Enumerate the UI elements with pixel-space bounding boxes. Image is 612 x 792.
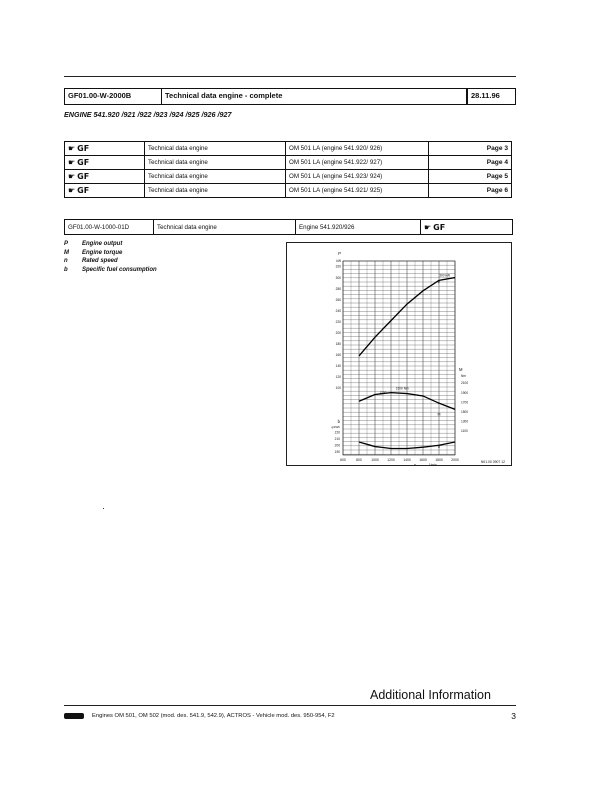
m-tick-label: 1700 <box>461 400 469 405</box>
p-tick-label: 140 <box>335 364 341 369</box>
b-tick-label: 220 <box>334 430 340 435</box>
x-axis-unit: 1/min <box>428 463 437 465</box>
m-tick-label: 1300 <box>461 419 469 424</box>
annotation-label: 300 kW <box>439 273 451 278</box>
series-label: b <box>438 445 440 449</box>
row-page-link[interactable]: Page 4 <box>429 156 512 170</box>
p-tick-label: 180 <box>335 342 341 347</box>
legend-symbol: n <box>64 258 68 265</box>
gf-link[interactable]: ☛ GF <box>65 170 145 184</box>
b-tick-label: 210 <box>334 436 340 441</box>
x-tick-label: 800 <box>356 458 362 462</box>
row-page-link[interactable]: Page 3 <box>429 142 512 156</box>
legend-text: Engine output <box>82 241 123 248</box>
legend-symbol: M <box>64 249 69 256</box>
doc-title: Technical data engine - complete <box>162 89 467 104</box>
row-model: OM 501 LA (engine 541.923/ 924) <box>286 170 429 184</box>
legend-item <box>64 240 157 249</box>
legend <box>64 240 157 274</box>
legend-symbol: b <box>64 266 68 273</box>
row-model: OM 501 LA (engine 541.922/ 927) <box>286 156 429 170</box>
row-description: Technical data engine <box>145 156 286 170</box>
b-tick-label: 190 <box>334 449 340 454</box>
p-tick-label: 260 <box>335 297 341 302</box>
b-axis-unit: g/kWh <box>331 425 340 429</box>
row-description: Technical data engine <box>145 184 286 198</box>
p-tick-label: 120 <box>335 375 341 380</box>
pointing-hand-icon: ☛ <box>68 158 76 167</box>
row-model: OM 501 LA (engine 541.921/ 925) <box>286 184 429 198</box>
series-label: M <box>437 412 441 417</box>
x-tick-label: 1600 <box>419 458 427 462</box>
m-tick-label: 1100 <box>461 429 468 434</box>
section-engine: Engine 541.920/926 <box>296 220 421 234</box>
additional-information: Additional Information <box>370 688 491 702</box>
reference-row[interactable] <box>65 184 512 198</box>
pointing-hand-icon: ☛ <box>424 222 432 232</box>
section-title: Technical data engine <box>154 220 296 234</box>
stray-mark <box>103 508 104 509</box>
b-axis-label: b <box>337 419 340 424</box>
p-tick-label: 220 <box>335 319 341 324</box>
doc-date: 28.11.96 <box>467 89 515 104</box>
page-number: 3 <box>511 711 516 721</box>
reference-row[interactable] <box>65 156 512 170</box>
legend-text: Engine torque <box>82 249 123 256</box>
p-tick-label: 240 <box>335 308 341 313</box>
b-tick-label: 200 <box>334 443 340 448</box>
p-tick-label: 100 <box>335 386 341 391</box>
annotation-label: 1550 <box>379 390 387 395</box>
m-axis-label: M <box>459 367 463 372</box>
row-description: Technical data engine <box>145 142 286 156</box>
series-label: P <box>437 280 441 285</box>
performance-chart <box>286 242 512 466</box>
section-header <box>64 219 513 235</box>
row-page-link[interactable]: Page 6 <box>429 184 512 198</box>
legend-text: Specific fuel consumption <box>82 266 157 273</box>
p-tick-label: 300 <box>335 275 341 280</box>
m-tick-label: 1900 <box>461 390 469 395</box>
figure-code: N01.00 0907 12 <box>480 460 505 464</box>
gf-link[interactable]: ☛ GF <box>65 142 145 156</box>
pointing-hand-icon: ☛ <box>68 186 76 195</box>
x-tick-label: 1000 <box>371 458 379 462</box>
document-header <box>64 88 516 105</box>
p-tick-label: 280 <box>335 286 341 291</box>
reference-row[interactable] <box>65 142 512 156</box>
m-tick-label: 1500 <box>461 410 469 414</box>
reference-row[interactable] <box>65 170 512 184</box>
x-tick-label: 1400 <box>403 458 411 462</box>
p-tick-label: 160 <box>335 353 341 358</box>
row-description: Technical data engine <box>145 170 286 184</box>
section-code: GF01.00-W-1000-01D <box>65 220 154 234</box>
top-rule <box>64 76 516 77</box>
engine-title: ENGINE 541.920 /921 /922 /923 /924 /925 /926 /927 <box>64 110 232 119</box>
footer <box>64 711 516 721</box>
footer-rule <box>64 705 516 706</box>
row-page-link[interactable]: Page 5 <box>429 170 512 184</box>
annotation-label: 1500 Nm <box>395 386 409 391</box>
p-axis-label: P <box>338 251 341 256</box>
gf-link[interactable]: ☛ GF <box>65 184 145 198</box>
brand-logo <box>64 713 84 719</box>
x-tick-label: 1200 <box>387 458 395 462</box>
x-tick-label: 600 <box>340 458 346 462</box>
x-tick-label: 1800 <box>435 458 443 462</box>
pointing-hand-icon: ☛ <box>68 172 76 181</box>
pointing-hand-icon: ☛ <box>68 144 76 153</box>
row-model: OM 501 LA (engine 541.920/ 926) <box>286 142 429 156</box>
x-axis-label: n <box>414 463 416 465</box>
p-axis-unit: kW <box>336 259 341 263</box>
legend-symbol: P <box>64 241 69 248</box>
p-tick-label: 200 <box>335 330 341 335</box>
m-tick-label: 2100 <box>461 381 469 386</box>
doc-code: GF01.00-W-2000B <box>65 89 162 104</box>
gf-link[interactable]: ☛ GF <box>424 222 446 232</box>
footer-text: Engines OM 501, OM 502 (mod. des. 541.9, 542.9), ACTROS - Vehicle mod. des. 950-954, F2 <box>92 713 335 719</box>
legend-item <box>64 249 157 258</box>
legend-text: Rated speed <box>82 258 118 265</box>
legend-item <box>64 257 157 266</box>
gf-link[interactable]: ☛ GF <box>65 156 145 170</box>
m-axis-unit: Nm <box>461 374 466 378</box>
legend-item <box>64 266 157 275</box>
chart-svg <box>287 243 511 465</box>
x-tick-label: 2000 <box>451 458 459 462</box>
reference-table <box>64 141 512 198</box>
p-tick-label: 320 <box>335 264 341 269</box>
